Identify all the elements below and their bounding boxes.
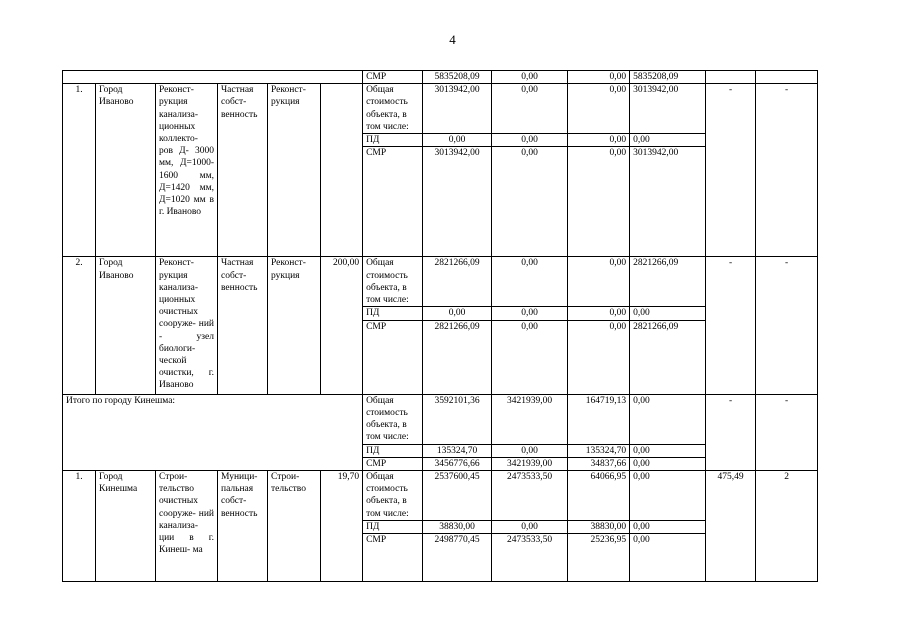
cost-type-cell: СМР <box>363 147 423 257</box>
city-cell: Город Иваново <box>96 84 156 257</box>
value-cell: 0,00 <box>423 307 492 320</box>
value-cell: 0,00 <box>630 394 706 444</box>
value-cell: 5835208,09 <box>423 71 492 84</box>
value-cell: 0,00 <box>568 307 630 320</box>
value-cell: 38830,00 <box>423 521 492 534</box>
value-cell: 0,00 <box>630 444 706 457</box>
value-cell: 0,00 <box>568 320 630 394</box>
value-cell: 2821266,09 <box>630 320 706 394</box>
value-cell: 0,00 <box>492 71 568 84</box>
value-cell: 0,00 <box>568 134 630 147</box>
value-cell: 0,00 <box>492 307 568 320</box>
work-kind-cell: Реконст- рукция <box>268 257 321 394</box>
table-row <box>63 257 818 307</box>
object-name-cell: Реконст- рукция канализа- ционных коллекто- ров Д- 3000 мм, Д=1000- 1600 мм, Д=1420 мм, Д=1020 мм в г. Иваново <box>156 84 218 257</box>
value-cell: 0,00 <box>630 134 706 147</box>
work-kind-cell: Реконст- рукция <box>268 84 321 257</box>
cost-type-cell: Общая стоимость объекта, в том числе: <box>363 257 423 307</box>
value-cell: 2473533,50 <box>492 534 568 582</box>
value-cell: 0,00 <box>492 147 568 257</box>
value-cell: 3421939,00 <box>492 394 568 444</box>
table-row <box>63 71 818 84</box>
page-number: 4 <box>449 32 456 47</box>
value-cell: 2473533,50 <box>492 471 568 521</box>
value-cell: 135324,70 <box>423 444 492 457</box>
extra-cell: - <box>756 394 818 470</box>
value-cell: 0,00 <box>568 147 630 257</box>
value-cell: 0,00 <box>630 521 706 534</box>
table-row <box>63 471 818 521</box>
value-cell: 3592101,36 <box>423 394 492 444</box>
cost-type-cell: ПД <box>363 521 423 534</box>
value-cell: 0,00 <box>492 521 568 534</box>
value-cell: 0,00 <box>630 534 706 582</box>
value-cell: 3013942,00 <box>630 84 706 134</box>
ownership-cell: Частная собст- венность <box>218 257 268 394</box>
value-cell: 0,00 <box>568 71 630 84</box>
city-cell: Город Иваново <box>96 257 156 394</box>
row-number: 1. <box>63 471 96 582</box>
value-cell: 2821266,09 <box>423 320 492 394</box>
city-cell: Город Кинешма <box>96 471 156 582</box>
ownership-cell: Частная собст- венность <box>218 84 268 257</box>
cost-type-cell: СМР <box>363 534 423 582</box>
investment-table <box>62 70 818 582</box>
value-cell: 0,00 <box>630 307 706 320</box>
extra-cell: 2 <box>756 471 818 582</box>
value-cell: 0,00 <box>492 134 568 147</box>
value-cell: 64066,95 <box>568 471 630 521</box>
cost-type-cell: ПД <box>363 134 423 147</box>
value-cell: 0,00 <box>492 84 568 134</box>
value-cell: 0,00 <box>568 257 630 307</box>
row-number: 2. <box>63 257 96 394</box>
row-number: 1. <box>63 84 96 257</box>
subtotal-label: Итого по городу Кинешма: <box>63 394 363 470</box>
value-cell: 0,00 <box>492 257 568 307</box>
value-cell: 34837,66 <box>568 457 630 470</box>
cost-type-cell: Общая стоимость объекта, в том числе: <box>363 84 423 134</box>
work-kind-cell: Строи- тельство <box>268 471 321 582</box>
object-name-cell: Строи- тельство очистных сооруже- ний канализа- ции в г. Кинеш- ма <box>156 471 218 582</box>
cost-type-cell: ПД <box>363 307 423 320</box>
value-cell: 2498770,45 <box>423 534 492 582</box>
value-cell: 135324,70 <box>568 444 630 457</box>
value-cell: 3013942,00 <box>630 147 706 257</box>
value-cell: 0,00 <box>423 134 492 147</box>
value-cell: 3421939,00 <box>492 457 568 470</box>
cost-type-cell: СМР <box>363 457 423 470</box>
cost-type-cell: СМР <box>363 320 423 394</box>
value-cell: 2537600,45 <box>423 471 492 521</box>
extra-cell: - <box>706 257 756 394</box>
extra-cell: - <box>756 84 818 257</box>
value-cell: 3013942,00 <box>423 147 492 257</box>
cost-type-cell: ПД <box>363 444 423 457</box>
value-cell: 38830,00 <box>568 521 630 534</box>
table-row <box>63 394 818 444</box>
value-cell: 3456776,66 <box>423 457 492 470</box>
value-cell: 25236,95 <box>568 534 630 582</box>
capacity-cell: 19,70 <box>321 471 363 582</box>
value-cell: 2821266,09 <box>423 257 492 307</box>
cost-type-cell: СМР <box>363 71 423 84</box>
capacity-cell: 200,00 <box>321 257 363 394</box>
extra-cell: - <box>706 394 756 470</box>
ownership-cell: Муници- пальная собст- венность <box>218 471 268 582</box>
value-cell: 5835208,09 <box>630 71 706 84</box>
value-cell: 0,00 <box>568 84 630 134</box>
value-cell: 0,00 <box>630 457 706 470</box>
value-cell: 164719,13 <box>568 394 630 444</box>
table-row <box>63 84 818 134</box>
capacity-cell <box>321 84 363 257</box>
value-cell: 3013942,00 <box>423 84 492 134</box>
extra-cell: 475,49 <box>706 471 756 582</box>
object-name-cell: Реконст- рукция канализа- ционных очистных сооруже- ний - узел биологи- ческой очистки, г. Иваново <box>156 257 218 394</box>
extra-cell: - <box>756 257 818 394</box>
extra-cell: - <box>706 84 756 257</box>
value-cell: 0,00 <box>630 471 706 521</box>
cost-type-cell: Общая стоимость объекта, в том числе: <box>363 394 423 444</box>
value-cell: 2821266,09 <box>630 257 706 307</box>
cost-type-cell: Общая стоимость объекта, в том числе: <box>363 471 423 521</box>
value-cell: 0,00 <box>492 320 568 394</box>
value-cell: 0,00 <box>492 444 568 457</box>
